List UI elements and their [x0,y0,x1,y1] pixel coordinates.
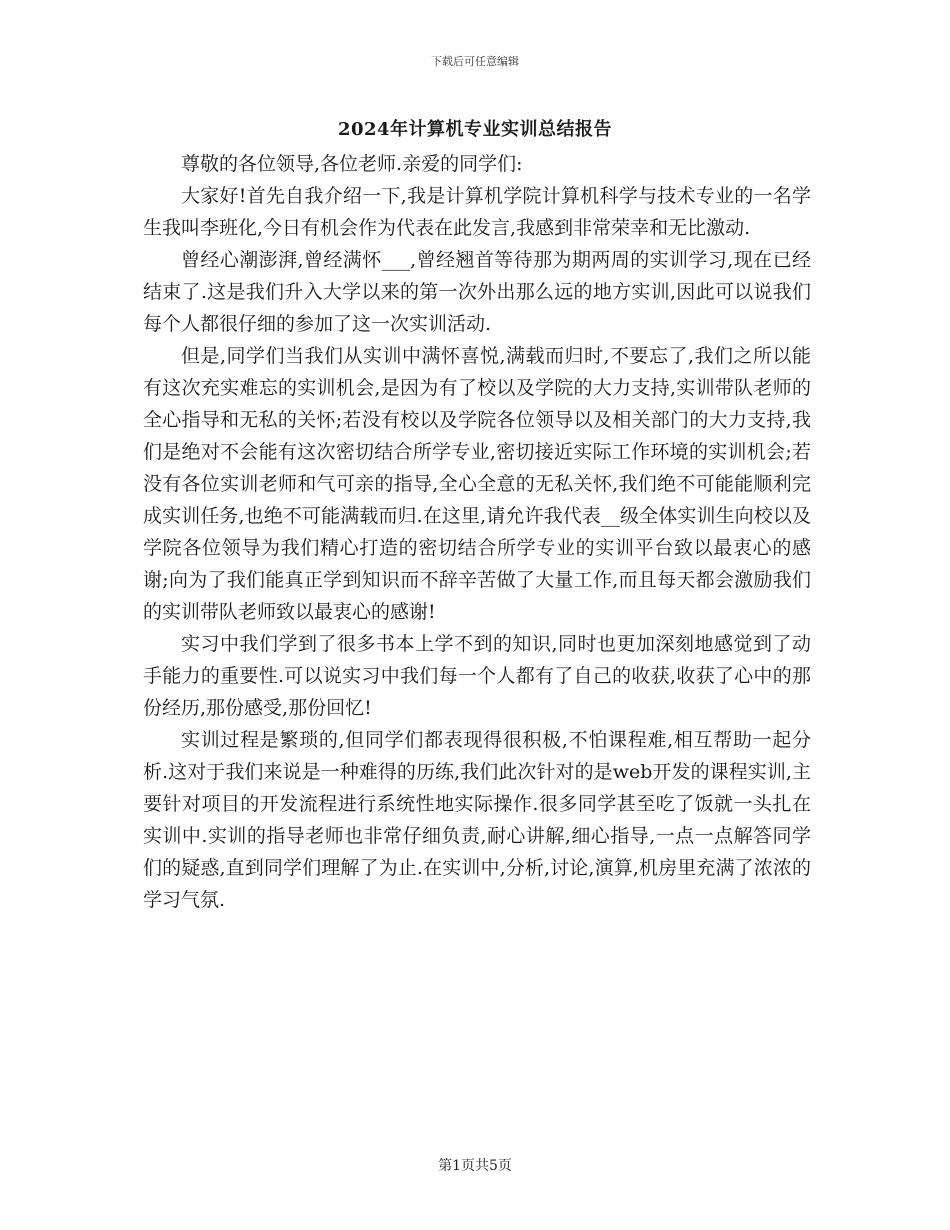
paragraph-introduction: 大家好!首先自我介绍一下,我是计算机学院计算机科学与技术专业的一名学生我叫李班化,今日有机会作为代表在此发言,我感到非常荣幸和无比激动. [143,185,811,239]
paragraph-training-process: 实训过程是繁琐的,但同学们都表现得很积极,不怕课程难,相互帮助一起分析.这对于我们来说是一种难得的历练,我们此次针对的是web开发的课程实训,主要针对项目的开发流程进行系统性地实际操作.很多同学甚至吃了饭就一头扎在实训中.实训的指导老师也非常仔细负责,耐心讲解,细心指导,一点一点解答同学们的疑惑,直到同学们理解了为止.在实训中,分析,讨论,演算,机房里充满了浓浓的学习气氛. [143,729,811,911]
header-note: 下载后可任意编辑 [431,55,519,68]
document-title: 2024年计算机专业实训总结报告 [337,119,613,140]
paragraph-training-ended: 曾经心潮澎湃,曾经满怀___,曾经翘首等待那为期两周的实训学习,现在已经结束了.这是我们升入大学以来的第一次外出那么远的地方实训,因此可以说我们每个人都很仔细的参加了这一次实训活动. [143,249,811,335]
paragraph-greeting: 尊敬的各位领导,各位老师.亲爱的同学们: [181,153,523,175]
document-body [143,148,811,916]
paragraph-learning: 实习中我们学到了很多书本上学不到的知识,同时也更加深刻地感觉到了动手能力的重要性.可以说实习中我们每一个人都有了自己的收获,收获了心中的那份经历,那份感受,那份回忆! [143,633,811,719]
page-footer: 第1页共5页 [438,1158,512,1174]
paragraph-gratitude: 但是,同学们当我们从实训中满怀喜悦,满载而归时,不要忘了,我们之所以能有这次充实难忘的实训机会,是因为有了校以及学院的大力支持,实训带队老师的全心指导和无私的关怀;若没有校以及学院各位领导以及相关部门的大力支持,我们是绝对不会能有这次密切结合所学专业,密切接近实际工作环境的实训机会;若没有各位实训老师和气可亲的指导,全心全意的无私关怀,我们绝不可能能顺利完成实训任务,也绝不可能满载而归.在这里,请允许我代表__级全体实训生向校以及学院各位领导为我们精心打造的密切结合所学专业的实训平台致以最衷心的感谢;向为了我们能真正学到知识而不辞辛苦做了大量工作,而且每天都会激励我们的实训带队老师致以最衷心的感谢! [143,345,811,623]
